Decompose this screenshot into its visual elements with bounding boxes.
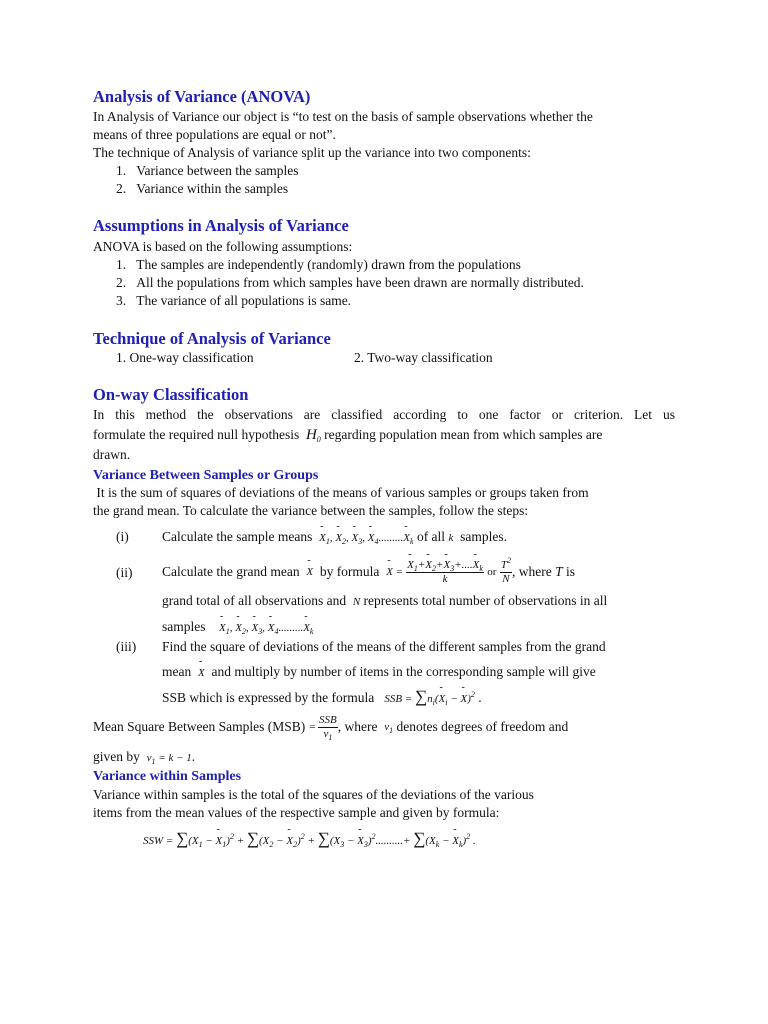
subheading-between: Variance Between Samples or Groups <box>93 468 319 483</box>
step-text: Find the square of deviations of the means of the different samples from the grand <box>162 639 606 654</box>
step-text: samples - $X_1$, - $X_2$, - $X_3$, - $X_4.........-$ $X_k$ <box>162 618 313 637</box>
para-line: given by $\nu_1 = k - 1$. <box>93 749 196 766</box>
step-text: mean - X and multiply by number of items in the corresponding sample will give <box>162 663 596 682</box>
para-line: Mean Square Between Samples (MSB) = $\frac{\text{SSB}}{\nu_1}$ , where $\nu_1$ denotes degrees of freedom and <box>93 713 569 742</box>
heading-technique: Technique of Analysis of Variance <box>93 329 331 348</box>
ssw-formula: SSW = $\sum(X_1$ − - $X_1)^2 + \sum(X_2$ − - $X_2)^2 + \sum(X_3$ − - $X_3)^2..........+ \sum(X_k$ − - $X_k)^2$ . <box>143 830 476 850</box>
step-number: (iii) <box>116 639 137 654</box>
para-line: It is the sum of squares of deviations of the means of various samples or groups taken from <box>96 485 589 500</box>
para-line: the grand mean. To calculate the variance between the samples, follow the steps: <box>93 503 529 518</box>
para-line: Variance within samples is the total of the squares of the deviations of the various <box>93 787 534 802</box>
para-line: formulate the required null hypothesis $H_0$ regarding population mean from which samples are <box>93 427 603 444</box>
step-text: SSB which is expressed by the formula SSB = $\sum n_i(-$ $X_i$ − - X)$^2$ . <box>162 688 482 708</box>
para-line: drawn. <box>93 447 131 462</box>
para-line: ANOVA is based on the following assumptions: <box>93 239 353 254</box>
para-line: In Analysis of Variance our object is “to test on the basis of sample observations whether the <box>93 109 593 124</box>
step-text: Calculate the sample means - $X_1$, - $X_2$, - $X_3$, - $X_4.........-$ $X_k$ of all k samples. <box>162 528 507 547</box>
list-item: 2. Variance within the samples <box>116 181 289 196</box>
step-number: (ii) <box>116 565 133 580</box>
para-line: items from the mean values of the respective sample and given by formula: <box>93 805 500 820</box>
heading-assumptions: Assumptions in Analysis of Variance <box>93 216 349 235</box>
list-item: 1. One-way classification <box>116 350 254 365</box>
list-item: 2. Two-way classification <box>354 350 493 365</box>
list-item: 1. The samples are independently (randomly) drawn from the populations <box>116 257 521 272</box>
step-text: grand total of all observations and N represents total number of observations in all <box>162 593 608 608</box>
list-item: 2. All the populations from which samples have been drawn are normally distributed. <box>116 275 584 290</box>
list-item: 1. Variance between the samples <box>116 163 299 178</box>
heading-oneway: On-way Classification <box>93 385 249 404</box>
para-line: means of three populations are equal or not”. <box>93 127 336 142</box>
subheading-within: Variance within Samples <box>93 769 242 784</box>
step-number: (i) <box>116 529 129 544</box>
heading-anova: Analysis of Variance (ANOVA) <box>93 87 311 106</box>
para-line: The technique of Analysis of variance split up the variance into two components: <box>93 145 531 160</box>
para-line: In this method the observations are classified according to one factor or criterion. Let us <box>93 407 675 422</box>
step-text: Calculate the grand mean - X by formula - X = - $\frac{X_1+- X_2+- X_3+....- X_k}{k}$ or $\frac{T^2}{N}$ , where T is <box>162 552 575 592</box>
list-item: 3. The variance of all populations is same. <box>116 293 352 308</box>
